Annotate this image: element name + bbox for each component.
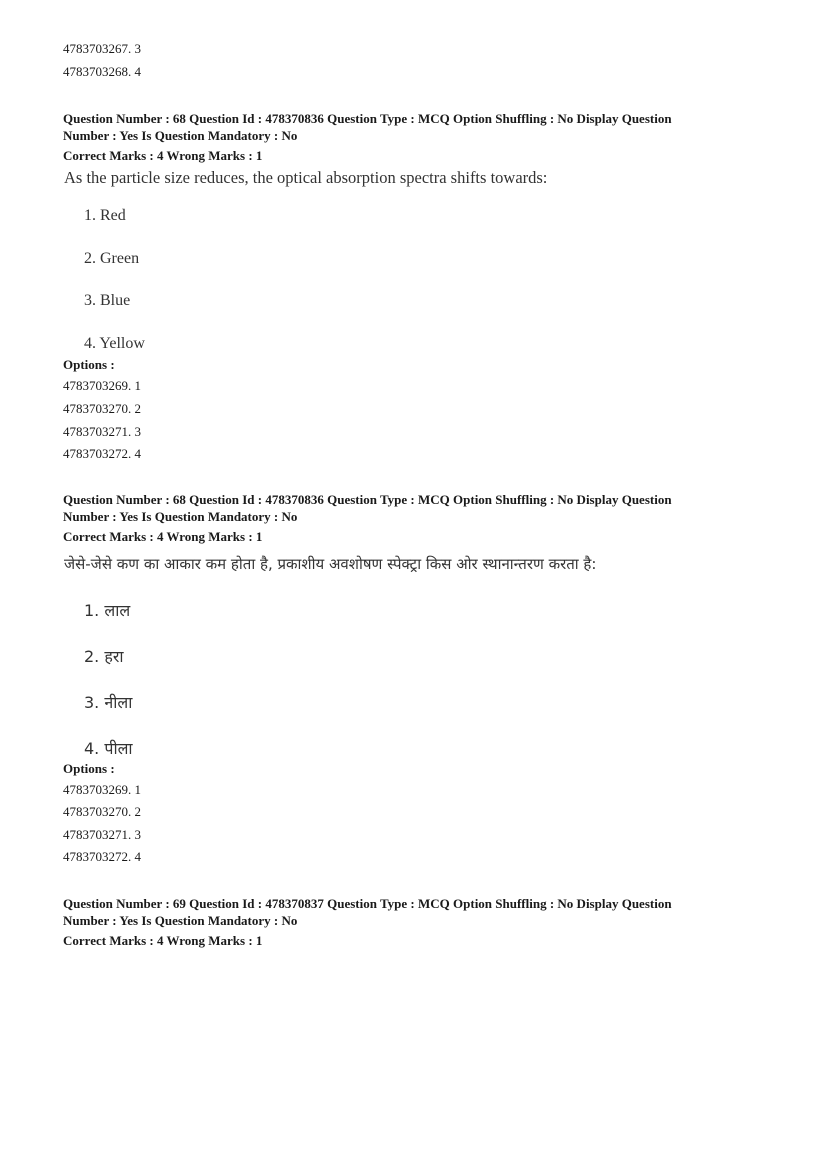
question-meta-line1: Question Number : 68 Question Id : 478370836 Question Type : MCQ Option Shuffling : No Display Question	[63, 492, 672, 507]
question-marks: Correct Marks : 4 Wrong Marks : 1	[63, 529, 263, 544]
question-meta-line2: Number : Yes Is Question Mandatory : No	[63, 509, 298, 524]
answer-choice: 1. Red	[84, 207, 126, 224]
answer-choice: 3. Blue	[84, 292, 131, 309]
answer-choice: 3. नीला	[84, 693, 133, 712]
option-id-line: 4783703272. 4	[63, 446, 141, 461]
options-label: Options :	[63, 357, 115, 372]
option-id-line: 4783703270. 2	[63, 401, 141, 416]
option-id-line: 4783703272. 4	[63, 849, 141, 864]
question-text: As the particle size reduces, the optical absorption spectra shifts towards:	[64, 168, 548, 187]
question-meta-line1: Question Number : 68 Question Id : 478370836 Question Type : MCQ Option Shuffling : No Display Question	[63, 111, 672, 126]
option-id-line: 4783703269. 1	[63, 378, 141, 393]
answer-choice: 2. Green	[84, 250, 140, 267]
question-marks: Correct Marks : 4 Wrong Marks : 1	[63, 933, 263, 948]
answer-choice: 2. हरा	[84, 647, 124, 666]
question-text: जेसे-जेसे कण का आकार कम होता है, प्रकाशीय अवशोषण स्पेक्ट्रा किस ओर स्थानान्तरण करता है:	[64, 555, 597, 573]
answer-choice: 4. पीला	[84, 739, 133, 758]
question-meta-line2: Number : Yes Is Question Mandatory : No	[63, 913, 298, 928]
options-label: Options :	[63, 761, 115, 776]
option-id-line: 4783703270. 2	[63, 804, 141, 819]
option-id-line: 4783703267. 3	[63, 41, 141, 56]
option-id-line: 4783703269. 1	[63, 782, 141, 797]
question-meta-line1: Question Number : 69 Question Id : 478370837 Question Type : MCQ Option Shuffling : No Display Question	[63, 896, 672, 911]
option-id-line: 4783703271. 3	[63, 827, 141, 842]
answer-choice: 1. लाल	[84, 601, 131, 620]
option-id-line: 4783703268. 4	[63, 64, 141, 79]
answer-choice: 4. Yellow	[84, 335, 145, 352]
question-marks: Correct Marks : 4 Wrong Marks : 1	[63, 148, 263, 163]
question-meta-line2: Number : Yes Is Question Mandatory : No	[63, 128, 298, 143]
option-id-line: 4783703271. 3	[63, 424, 141, 439]
